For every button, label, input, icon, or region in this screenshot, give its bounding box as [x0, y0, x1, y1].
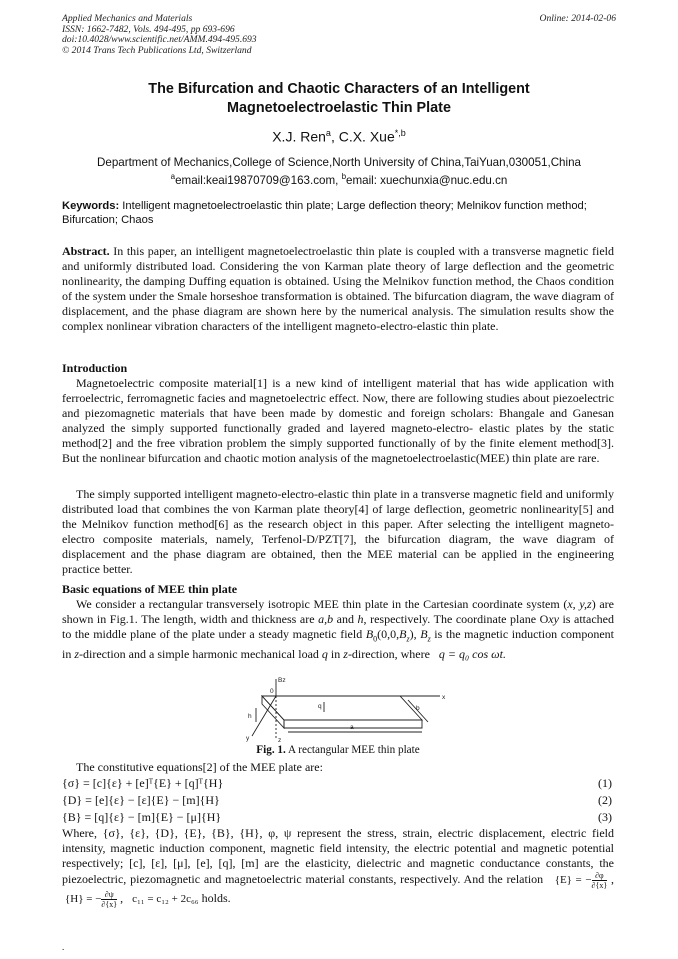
holds-text: holds.: [198, 890, 231, 905]
basic-text-h: -direction, where: [347, 647, 430, 662]
dims-ab: a,b: [318, 611, 334, 626]
equation-3-number: (3): [598, 810, 612, 824]
constitutive-intro: The constitutive equations[2] of the MEE plate are:: [76, 760, 323, 774]
equation-2: {D} = [e]{ε} − [ε]{E} − [m]{H}: [62, 793, 220, 807]
plane-xy: xy: [548, 611, 559, 626]
basic-and: and: [333, 611, 358, 626]
keywords-text: Intelligent magnetoelectroelastic thin plate; Large deflection theory; Melnikov function method; Bifurcation; Chaos: [62, 200, 587, 227]
equation-1-number: (1): [598, 776, 612, 790]
caption-label: Fig. 1.: [256, 744, 286, 756]
relation-c: c₁₁ = c₁₂ + 2c₆₆: [132, 892, 199, 905]
keywords: [62, 199, 614, 228]
fig-label-origin: 0: [270, 688, 274, 695]
title-line-2: Magnetoelectroelastic Thin Plate: [227, 100, 451, 116]
email-b[interactable]: email: xuechunxia@nuc.edu.cn: [346, 173, 508, 187]
fig-label-q: q: [318, 703, 322, 710]
equation-1: {σ} = [c]{ε} + [e]ᵀ{E} + [q]ᵀ{H}: [62, 776, 224, 790]
fig-label-z: z: [278, 737, 282, 744]
author-line: [60, 128, 618, 145]
bz-arg-sub: z: [406, 634, 410, 644]
email-a[interactable]: email:keai19870709@163.com,: [175, 173, 342, 187]
title-line-1: The Bifurcation and Chaotic Characters of an Intelligent: [148, 81, 530, 97]
author-1: X.J. Ren: [272, 128, 326, 145]
z-symbol-2: z: [343, 647, 348, 662]
basic-text-b: ) are shown in Fig.1. The length, width and thickness are: [62, 597, 614, 626]
b0-symbol: B: [365, 626, 374, 641]
paper-title: [60, 80, 618, 118]
journal-name: Applied Mechanics and Materials: [62, 13, 193, 24]
affiliation-emails: [60, 170, 618, 188]
basic-heading: Basic equations of MEE thin plate: [62, 582, 238, 596]
relation-e-frac: [592, 871, 608, 890]
copyright-line: © 2014 Trans Tech Publications Ltd, Switzerland: [62, 44, 252, 56]
comma-2: ,: [117, 890, 124, 905]
figure-1: [232, 674, 454, 744]
bz-arg: B: [399, 626, 407, 641]
abstract-text: In this paper, an intelligent magnetoelectroelastic thin plate is coupled with a transverse magnetic field and uniformly distributed load. Considering the von Karman plate theory of large deflection and the geometric nonlinearity, the damping Duffing equation is obtained. Using the Melnikov function method, the Chaos condition of the system under the Smale horseshoe transformation is obtained. The bifurcation diagram, the wave diagram of displacement, and the phase diagram are shown here by the numerical analysis. The simulation results show the complex nonlinear vibration characters of the intelligent magneto-electro-elastic thin plate.: [62, 244, 614, 333]
fig-label-b: b: [416, 705, 420, 712]
basic-text-g: in: [327, 647, 344, 662]
bz-sub: z: [427, 634, 431, 644]
load-equation: q = q₀ cos ωt.: [438, 647, 506, 662]
plate-top-face: [262, 696, 422, 720]
equation-2-number: (2): [598, 793, 612, 807]
relation-h: [65, 889, 118, 909]
email-b-sup: b: [341, 172, 347, 181]
intro-paragraph-2: The simply supported intelligent magneto-electro-elastic thin plate in a transverse magnetic field and uniformly distributed load that combines the von Karman plate theory[4] of large deflection, geometric nonlinearity[5] and the Melnikov function method[6] as the research object in this paper. After selecting the intelligent magneto-electro composite materials, namely, Terfenol-D/PZT[7], the bifurcation diagram, the wave diagram of displacement and the phase diagram are obtained, then the MEE material can be applied in the engineering practice better.: [62, 487, 614, 576]
author-2-sup: *,b: [394, 128, 406, 138]
q-symbol: q: [321, 647, 328, 662]
where-paragraph: [62, 826, 615, 909]
basic-text-f: -direction and a simple harmonic mechanical load: [79, 647, 322, 662]
author-1-sup: a: [325, 128, 331, 138]
caption-text: A rectangular MEE thin plate: [285, 744, 420, 756]
affiliation-dept: Department of Mechanics,College of Science,North University of China,TaiYuan,030051,China: [97, 156, 581, 169]
author-2: , C.X. Xue: [330, 128, 395, 145]
online-date: Online: 2014-02-06: [539, 13, 616, 24]
comma-1: ,: [607, 871, 615, 886]
intro-heading: Introduction: [62, 361, 128, 375]
fig-label-a: a: [350, 724, 354, 731]
relation-e-lhs: {E} = −: [554, 873, 592, 886]
b0-args: (0,0,: [377, 626, 400, 641]
relation-h-frac: [101, 890, 117, 909]
b0-close: ),: [409, 626, 421, 641]
relation-h-den: ∂{x}: [101, 899, 118, 909]
doi-line: doi:10.4028/www.scientific.net/AMM.494-495.693: [62, 34, 257, 46]
where-text: Where, {σ}, {ε}, {D}, {E}, {B}, {H}, φ, ψ represent the stress, strain, electric displacement, electric field intensity, magnetic induction component, magnetic field intensity, the electric potential and magnetic potential respectively; [c], [ε], [μ], [e], [q], [m] are the elasticity, dielectric and magnetic conductance constants, the piezoelectric, piezomagnetic and magnetoelectric material constants, respectively. And the relation: [62, 826, 614, 886]
fig-label-bz: Bz: [278, 677, 286, 684]
figure-caption: [62, 744, 614, 756]
b0-sub: 0: [373, 634, 378, 644]
basic-paragraph: [62, 597, 614, 662]
basic-text-d: is attached to the middle plane of the plate under a steady magnetic field: [62, 611, 614, 641]
affiliation: [60, 156, 618, 188]
footer-mark: .: [62, 942, 65, 952]
keywords-label: Keywords:: [62, 200, 120, 212]
dim-h: h: [357, 611, 364, 626]
fig-label-y: y: [246, 735, 250, 742]
basic-text-c: , respectively. The coordinate plane O: [363, 611, 549, 626]
coord-xyz: x, y,z: [567, 597, 592, 611]
abstract: [62, 244, 614, 333]
equation-3: {B} = [q]{ε} − [m]{E} − [μ]{H}: [62, 810, 222, 824]
relation-h-lhs: {H} = −: [65, 892, 102, 905]
header-block: [62, 14, 257, 56]
intro-paragraph-1: Magnetoelectric composite material[1] is a new kind of intelligent material that has wide application with ferroelectric, ferromagnetic facies and magnetoelectric effect. Now, there are following studies about piezoelectric and piezomagnetic materials that have been made by domestic and foreign scholars: Bhangale and Ganesan analyzed the simply supported functionally graded and layered magneto-electro- elastic plates by the static method[2] and the free vibration problem the simply supported functionally of by the finite element method[3]. But the nonlinear bifurcation and chaotic motion analysis of the magnetoelectroelastic(MEE) thin plate are rare.: [62, 376, 614, 465]
fig-label-h: h: [248, 713, 252, 720]
fig-label-x: x: [442, 694, 446, 701]
issn-line: ISSN: 1662-7482, Vols. 494-495, pp 693-696: [62, 23, 235, 35]
relation-e-den: ∂{x}: [591, 880, 608, 890]
basic-text-a: We consider a rectangular transversely isotropic MEE thin plate in the Cartesian coordinate system (: [76, 597, 568, 611]
bz-symbol: B: [420, 626, 428, 641]
relation-e: [554, 870, 608, 890]
email-a-sup: a: [170, 172, 176, 181]
relation-e-num: ∂φ: [592, 871, 608, 881]
relation-h-num: ∂ψ: [101, 890, 117, 900]
basic-text-e: is the magnetic induction component in: [62, 626, 615, 662]
z-symbol: z: [74, 647, 80, 662]
abstract-label: Abstract.: [62, 244, 110, 258]
